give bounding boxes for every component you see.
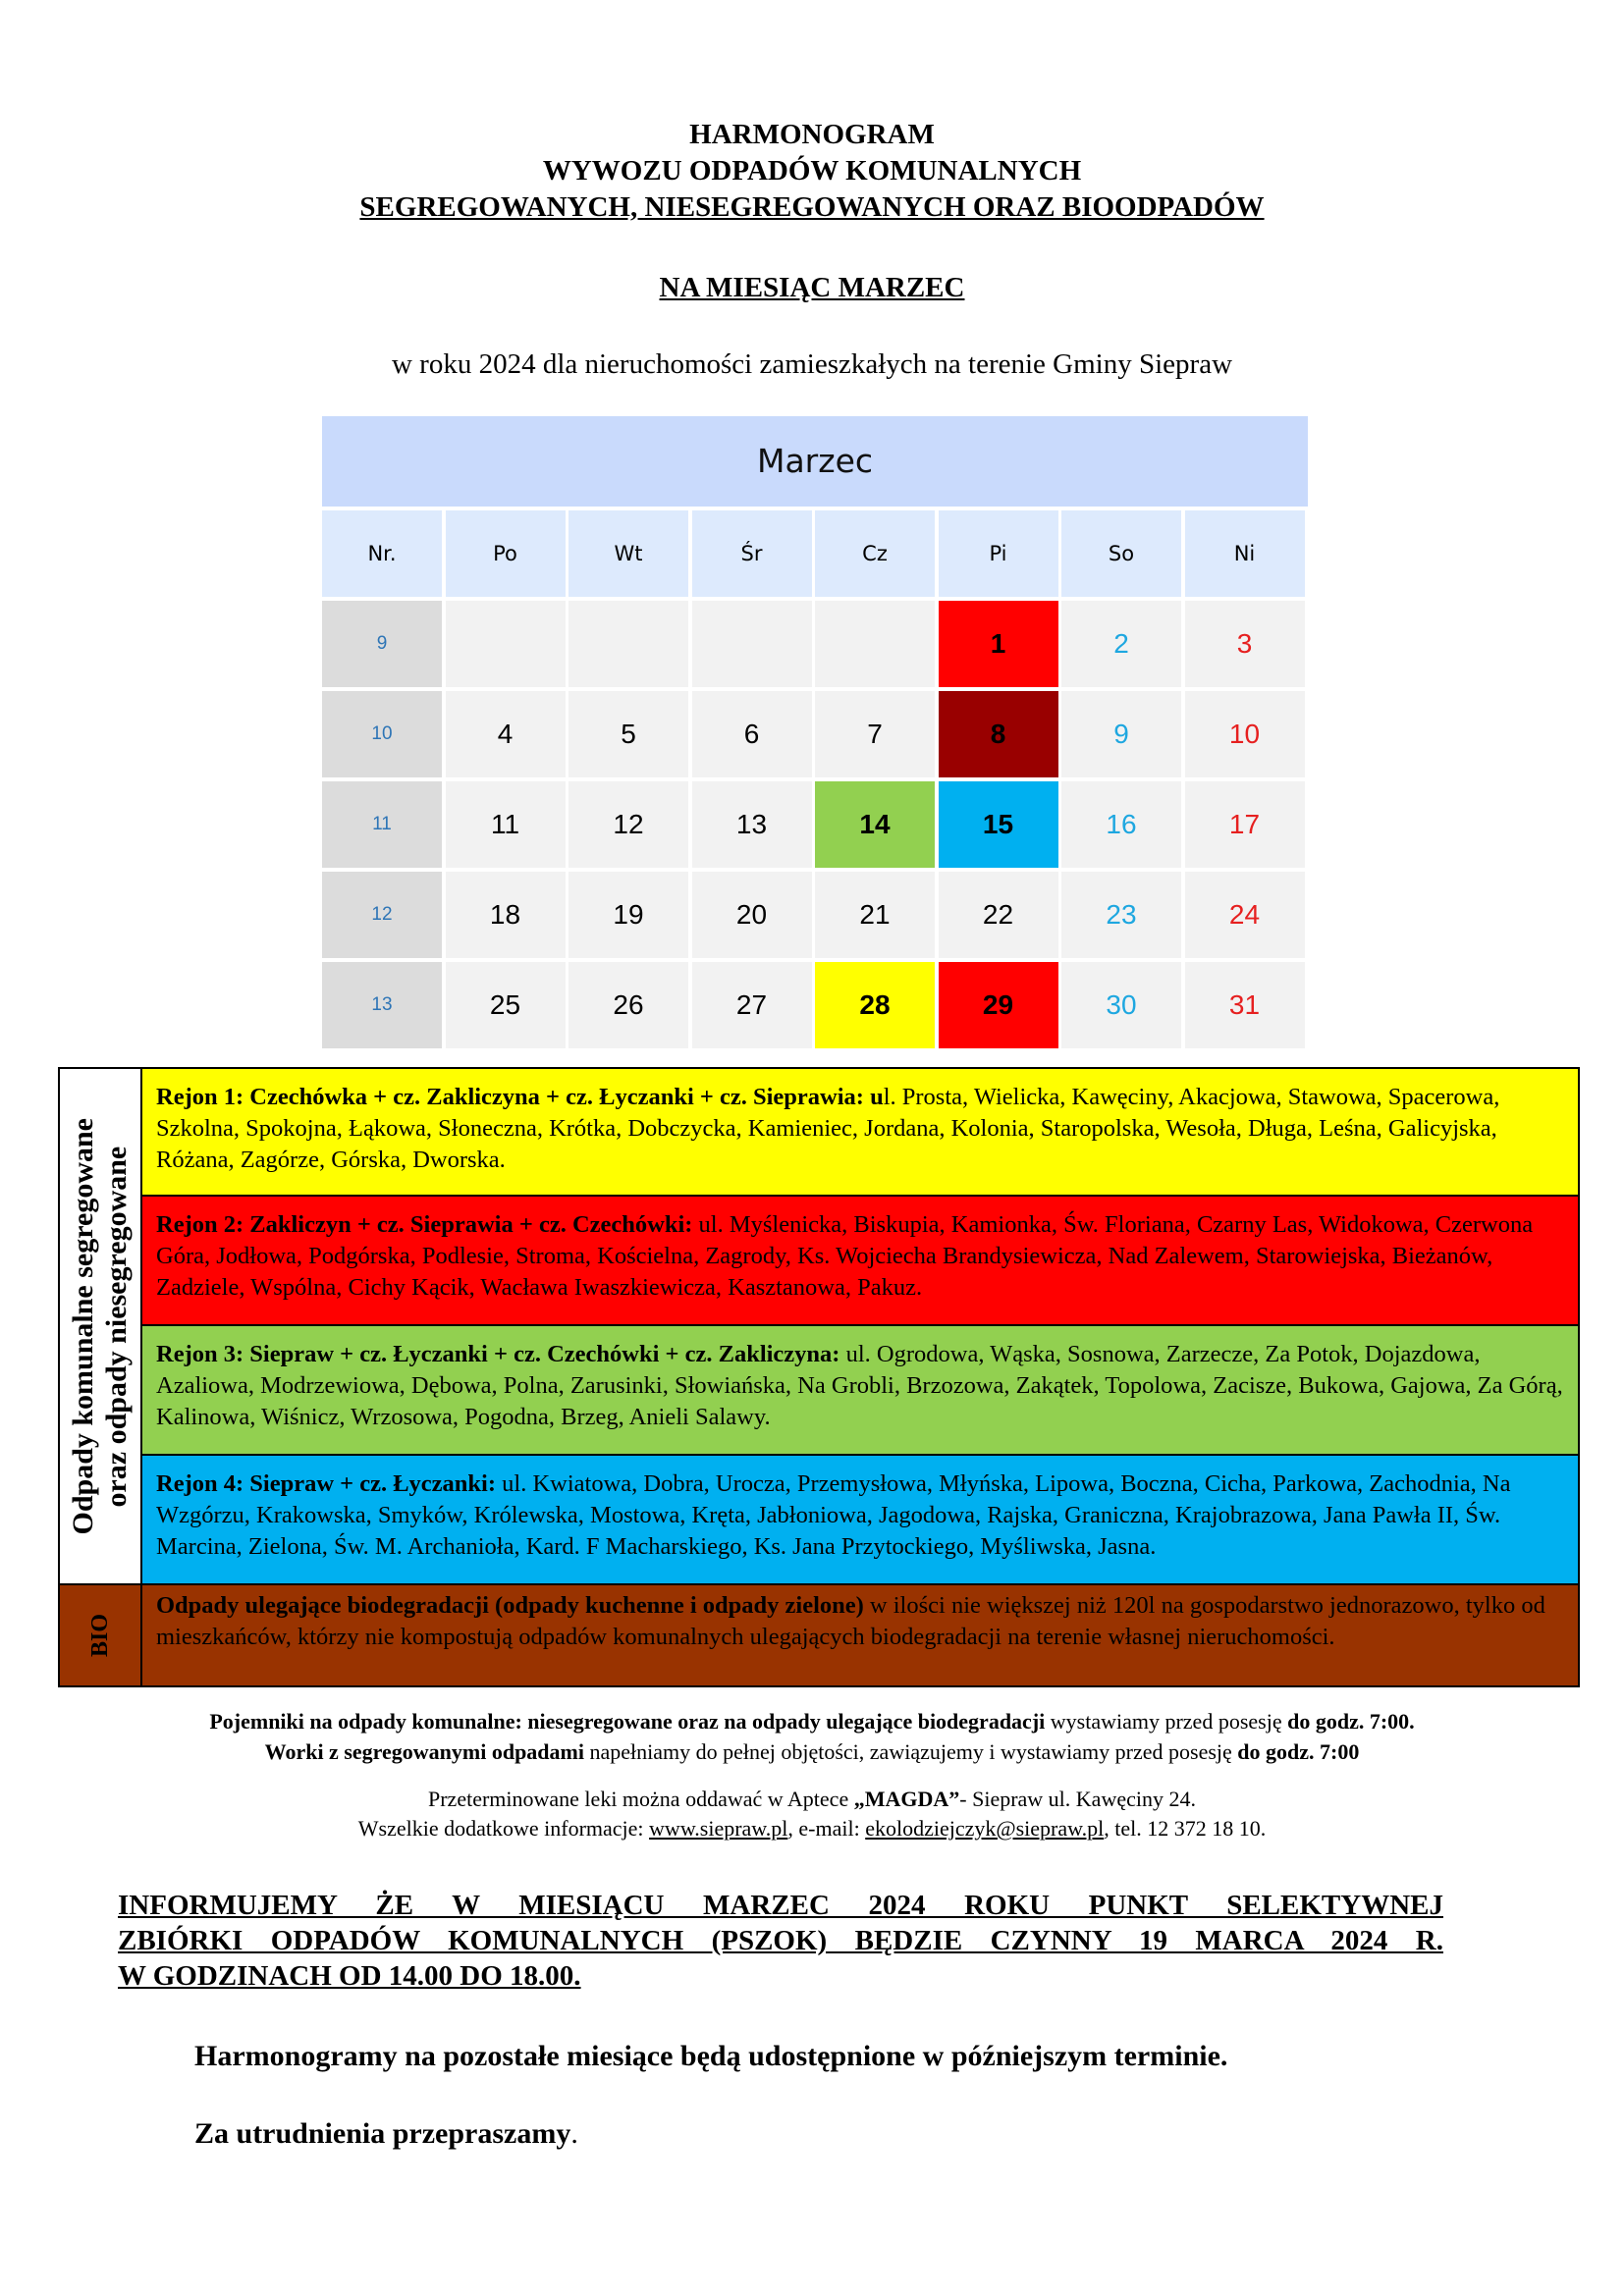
region-3-title: Rejon 3: Siepraw + cz. Łyczanki + cz. Czechówki + cz. Zakliczyna: [156, 1341, 840, 1367]
note-containers-time: do godz. 7:00. [1287, 1709, 1415, 1734]
info-contact [0, 1814, 1624, 1843]
day-3: 3 [1185, 601, 1305, 687]
subtitle: w roku 2024 dla nieruchomości zamieszkałych na terenie Gminy Siepraw [391, 348, 1233, 380]
day-9: 9 [1061, 691, 1181, 777]
day-13: 13 [692, 781, 812, 868]
bio-title: Odpady ulegające biodegradacji (odpady kuchenne i odpady zielone) [156, 1592, 864, 1619]
announcement-line-2: ZBIÓRKI ODPADÓW KOMUNALNYCH (PSZOK) BĘDZIE CZYNNY 19 MARCA 2024 R. [118, 1925, 1443, 1956]
pharmacy-name: „MAGDA” [853, 1787, 960, 1811]
header-ni: Ni [1185, 510, 1305, 597]
day-26: 26 [568, 962, 688, 1048]
note-bags-time: do godz. 7:00 [1237, 1739, 1360, 1764]
announcement-line-3: W GODZINACH OD 14.00 DO 18.00. [118, 1960, 581, 1992]
empty-day [692, 601, 812, 687]
side-label-line-1: Odpady komunalne segregowane [67, 1117, 99, 1535]
day-17: 17 [1185, 781, 1305, 868]
region-1-title: Rejon 1: Czechówka + cz. Zakliczyna + cz. Łyczanki + cz. Sieprawia: u [156, 1084, 884, 1110]
closing-line-1: Harmonogramy na pozostałe miesiące będą udostępnione w późniejszym terminie. [194, 2040, 1228, 2072]
closing-line-2 [194, 2115, 578, 2153]
day-1: 1 [939, 601, 1058, 687]
header-line-2: WYWOZU ODPADÓW KOMUNALNYCH [542, 155, 1082, 187]
info-contact-b: , e-mail: [787, 1816, 866, 1841]
day-14: 14 [815, 781, 935, 868]
email-link[interactable]: ekolodziejczyk@siepraw.pl [865, 1816, 1105, 1841]
day-2: 2 [1061, 601, 1181, 687]
header-pi: Pi [939, 510, 1058, 597]
note-bags-text: napełniamy do pełnej objętości, zawiązujemy i wystawiamy przed posesję [583, 1739, 1238, 1764]
day-8: 8 [939, 691, 1058, 777]
closing-apology: Za utrudnienia przepraszamy [194, 2117, 571, 2150]
header-line-1: HARMONOGRAM [689, 119, 935, 150]
header-po: Po [446, 510, 566, 597]
day-15: 15 [939, 781, 1058, 868]
day-28: 28 [815, 962, 935, 1048]
bio-description: w ilości nie większej niż 120l na gospodarstwo jednorazowo, tylko od mieszkańców, którzy nie kompostują odpadów komunalnych ulegających biodegradacji na terenie własnej nieruchomości. [156, 1592, 1545, 1650]
week-number: 9 [322, 601, 442, 687]
header-sr: Śr [692, 510, 812, 597]
region-3-streets: ul. Ogrodowa, Wąska, Sosnowa, Zarzecze, Za Potok, Dojazdowa, Azaliowa, Modrzewiowa, Dębowa, Polna, Zarusinki, Słowiańska, Na Grobli, Brzozowa, Zakątek, Topolowa, Zacisze, Bukowa, Gajowa, Za Górą, Kalinowa, Wiśnicz, Wrzosowa, Pogodna, Brzeg, Anieli Salawy. [156, 1341, 1563, 1430]
week-number: 12 [322, 872, 442, 958]
empty-day [815, 601, 935, 687]
website-link[interactable]: www.siepraw.pl [649, 1816, 788, 1841]
day-29: 29 [939, 962, 1058, 1048]
day-30: 30 [1061, 962, 1181, 1048]
side-label-waste [60, 1069, 142, 1585]
closing-dot: . [570, 2117, 578, 2150]
day-19: 19 [568, 872, 688, 958]
calendar-title: Marzec [322, 416, 1308, 507]
region-1-row [142, 1069, 1578, 1197]
header-so: So [1061, 510, 1181, 597]
regions-table [58, 1067, 1580, 1687]
day-16: 16 [1061, 781, 1181, 868]
bio-row [142, 1585, 1578, 1685]
header-wt: Wt [568, 510, 688, 597]
note-bags [0, 1736, 1624, 1767]
day-5: 5 [568, 691, 688, 777]
side-label-line-2: oraz odpady niesegregowane [100, 1146, 133, 1507]
note-containers-text: wystawiamy przed posesję [1045, 1709, 1288, 1734]
region-2-row [142, 1197, 1578, 1326]
region-2-streets: ul. Myślenicka, Biskupia, Kamionka, Św. Floriana, Czarny Las, Widokowa, Czerwona Góra, Jodłowa, Podgórska, Podlesie, Stroma, Kościelna, Zagrody, Ks. Wojciecha Brandysiewicza, Nad Zalewem, Starowiejska, Bieżanów, Zadziele, Wspólna, Cichy Kącik, Wacława Iwaszkiewicza, Kasztanowa, Pakuz. [156, 1211, 1534, 1301]
side-label-bio [60, 1585, 142, 1685]
region-4-row [142, 1456, 1578, 1585]
day-22: 22 [939, 872, 1058, 958]
info-contact-c: , tel. 12 372 18 10. [1104, 1816, 1267, 1841]
day-23: 23 [1061, 872, 1181, 958]
announcement-line-1: INFORMUJEMY ŻE W MIESIĄCU MARZEC 2024 ROKU PUNKT SELEKTYWNEJ [118, 1890, 1443, 1921]
header-nr: Nr. [322, 510, 442, 597]
day-25: 25 [446, 962, 566, 1048]
day-6: 6 [692, 691, 812, 777]
day-10: 10 [1185, 691, 1305, 777]
info-pharmacy-a: Przeterminowane leki można oddawać w Aptece [428, 1787, 854, 1811]
bio-label: BIO [87, 1613, 113, 1657]
week-number: 11 [322, 781, 442, 868]
day-24: 24 [1185, 872, 1305, 958]
day-31: 31 [1185, 962, 1305, 1048]
day-27: 27 [692, 962, 812, 1048]
region-4-title: Rejon 4: Siepraw + cz. Łyczanki: [156, 1470, 497, 1497]
side-label-text [67, 1118, 134, 1535]
day-18: 18 [446, 872, 566, 958]
day-21: 21 [815, 872, 935, 958]
info-pharmacy [0, 1785, 1624, 1814]
day-11: 11 [446, 781, 566, 868]
day-4: 4 [446, 691, 566, 777]
week-number: 10 [322, 691, 442, 777]
region-2-title: Rejon 2: Zakliczyn + cz. Sieprawia + cz. Czechówki: [156, 1211, 693, 1238]
note-containers [0, 1706, 1624, 1736]
day-20: 20 [692, 872, 812, 958]
note-containers-bold: Pojemniki na odpady komunalne: niesegregowane oraz na odpady ulegające biodegradacji [209, 1709, 1046, 1734]
region-3-row [142, 1326, 1578, 1456]
region-1-streets: l. Prosta, Wielicka, Kawęciny, Akacjowa, Stawowa, Spacerowa, Szkolna, Spokojna, Łąkowa, Słoneczna, Krótka, Dobczycka, Kamieniec, Jordana, Kolonia, Staropolska, Wesoła, Długa, Leśna, Galicyjska, Różana, Zagórze, Górska, Dworska. [156, 1084, 1500, 1173]
empty-day [568, 601, 688, 687]
header-line-3: SEGREGOWANYCH, NIESEGREGOWANYCH ORAZ BIOODPADÓW [359, 191, 1265, 223]
empty-day [446, 601, 566, 687]
week-number: 13 [322, 962, 442, 1048]
header-cz: Cz [815, 510, 935, 597]
info-contact-a: Wszelkie dodatkowe informacje: [357, 1816, 650, 1841]
month-heading: NA MIESIĄC MARZEC [659, 272, 965, 303]
region-4-streets: ul. Kwiatowa, Dobra, Urocza, Przemysłowa, Młyńska, Lipowa, Boczna, Cicha, Parkowa, Zachodnia, Na Wzgórzu, Krakowska, Smyków, Królewska, Mostowa, Kręta, Jabłoniowa, Jagodowa, Rajska, Graniczna, Krajobrazowa, Jana Pawła II, Św. Marcina, Zielona, Św. M. Archanioła, Kard. F Macharskiego, Ks. Jana Przytockiego, Myśliwska, Jasna. [156, 1470, 1511, 1560]
day-12: 12 [568, 781, 688, 868]
note-bags-bold: Worki z segregowanymi odpadami [264, 1739, 584, 1764]
day-7: 7 [815, 691, 935, 777]
info-pharmacy-b: - Siepraw ul. Kawęciny 24. [959, 1787, 1196, 1811]
